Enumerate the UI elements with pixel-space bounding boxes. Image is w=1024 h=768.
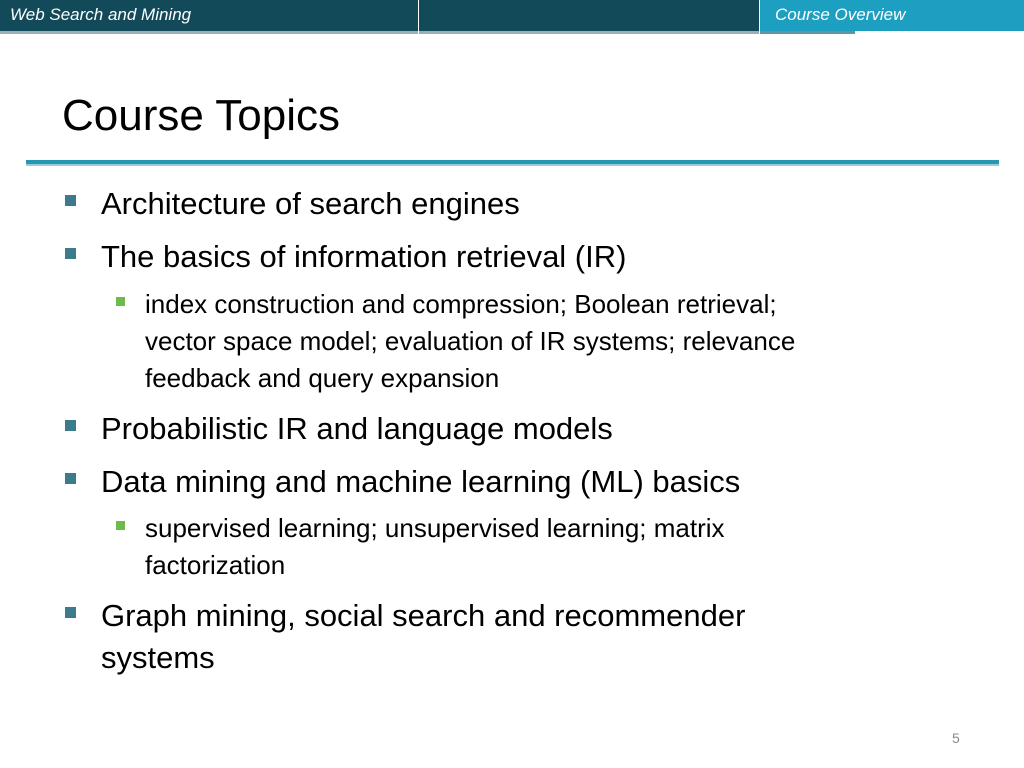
topic-line: Architecture of search engines xyxy=(101,186,520,221)
topic-item xyxy=(101,183,520,225)
bullet-square-icon xyxy=(65,473,76,484)
page-number: 5 xyxy=(952,730,960,746)
subtopic-item xyxy=(145,510,725,584)
topic-line: Data mining and machine learning (ML) basics xyxy=(101,464,741,499)
subtopic-line: vector space model; evaluation of IR systems; relevance xyxy=(145,326,796,356)
header-middle-underline xyxy=(419,31,759,34)
topic-item xyxy=(101,461,740,503)
topic-line: Probabilistic IR and language models xyxy=(101,411,613,446)
bullet-square-icon xyxy=(65,195,76,206)
subtopic-line: feedback and query expansion xyxy=(145,363,500,393)
bullet-square-icon xyxy=(65,248,76,259)
subtopic-item xyxy=(145,286,795,397)
bullet-square-icon xyxy=(65,420,76,431)
header-left-underline xyxy=(0,31,418,34)
topic-item xyxy=(101,236,626,278)
topic-line: The basics of information retrieval (IR) xyxy=(101,239,627,274)
topic-line: Graph mining, social search and recommender xyxy=(101,598,746,633)
course-name: Web Search and Mining xyxy=(10,5,192,24)
section-name: Course Overview xyxy=(775,5,906,24)
slide-title: Course Topics xyxy=(62,91,340,140)
title-rule-shadow xyxy=(26,164,999,166)
topic-line: systems xyxy=(101,640,215,675)
topic-item xyxy=(101,408,613,450)
sub-bullet-square-icon xyxy=(116,521,125,530)
subtopic-line: factorization xyxy=(145,550,286,580)
subtopic-line: index construction and compression; Boolean retrieval; xyxy=(145,289,777,319)
sub-bullet-square-icon xyxy=(116,297,125,306)
header-middle-panel xyxy=(419,0,759,31)
subtopic-line: supervised learning; unsupervised learning; matrix xyxy=(145,513,725,543)
slide-header xyxy=(0,0,1024,33)
bullet-square-icon xyxy=(65,607,76,618)
header-right-underline xyxy=(760,31,855,34)
topic-item xyxy=(101,595,745,679)
